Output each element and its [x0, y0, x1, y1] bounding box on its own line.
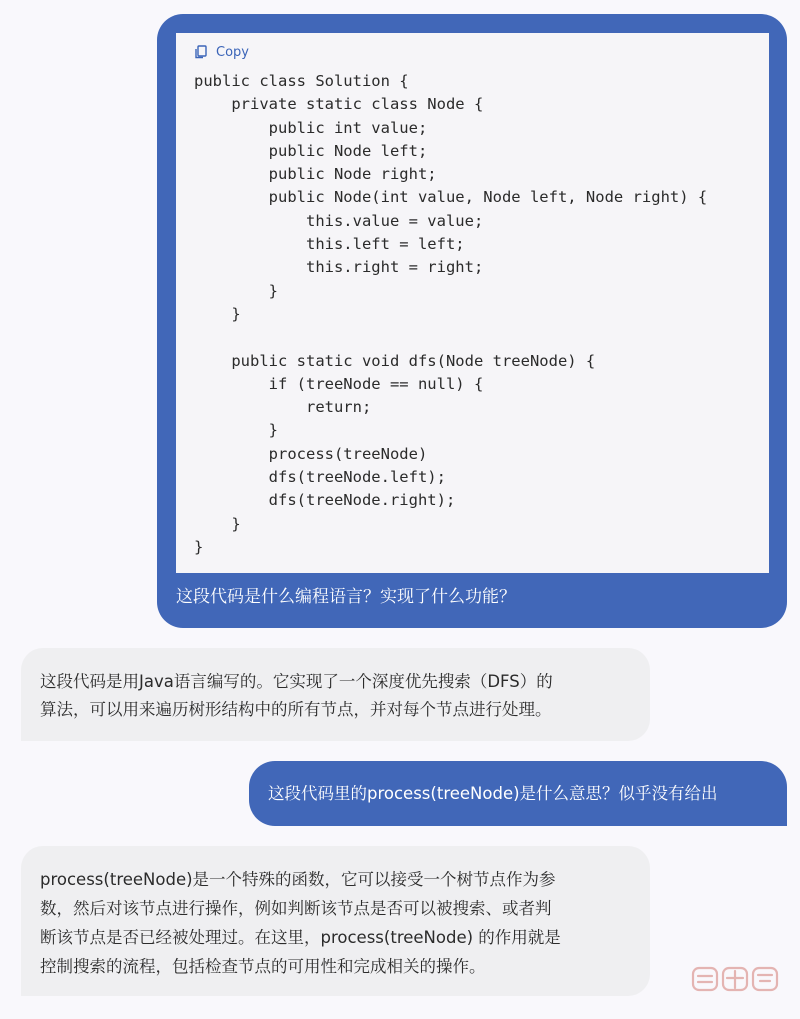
code-line: public int value;: [194, 118, 428, 137]
code-block: [194, 70, 707, 559]
code-line: this.right = right;: [194, 258, 484, 277]
assistant-message-text: [40, 668, 631, 724]
user-question-text: 这段代码是什么编程语言？实现了什么功能？: [176, 587, 516, 607]
user-message-code: [157, 14, 787, 628]
copy-label: Copy: [216, 44, 249, 60]
code-line: dfs(treeNode.right);: [194, 491, 456, 510]
code-line: public Node left;: [194, 141, 428, 160]
assistant-message-text: [40, 865, 631, 981]
code-line: }: [194, 514, 241, 533]
code-line: }: [194, 304, 241, 323]
code-line: this.left = left;: [194, 235, 465, 254]
assistant-message: [21, 846, 650, 996]
code-line: public Node right;: [194, 165, 437, 184]
user-message: [249, 761, 787, 826]
assistant-message-line: 控制搜索的流程，包括检查节点的可用性和完成相关的操作。: [40, 957, 486, 976]
code-line: }: [194, 537, 204, 556]
assistant-message-line: 这段代码是用Java语言编写的。它实现了一个深度优先搜索（DFS）的: [40, 672, 553, 691]
copy-button[interactable]: [194, 43, 249, 61]
assistant-message-line: 断该节点是否已经被处理过。在这里，process(treeNode) 的作用就是: [40, 928, 561, 947]
copy-icon: [194, 45, 208, 59]
assistant-message-line: process(treeNode)是一个特殊的函数，它可以接受一个树节点作为参: [40, 870, 556, 889]
code-line: public static void dfs(Node treeNode) {: [194, 351, 596, 370]
code-line: dfs(treeNode.left);: [194, 468, 446, 487]
code-line: private static class Node {: [194, 95, 484, 114]
user-question-text: 这段代码里的process(treeNode)是什么意思？似乎没有给出: [268, 784, 718, 803]
assistant-message: [21, 648, 650, 741]
code-line: return;: [194, 398, 372, 417]
code-line: }: [194, 421, 278, 440]
code-line: this.value = value;: [194, 211, 484, 230]
assistant-message-line: 算法，可以用来遍历树形结构中的所有节点，并对每个节点进行处理。: [40, 700, 552, 719]
assistant-message-line: 数，然后对该节点进行操作，例如判断该节点是否可以被搜索、或者判: [40, 899, 552, 918]
code-line: if (treeNode == null) {: [194, 374, 484, 393]
code-line: process(treeNode): [194, 444, 428, 463]
code-line: }: [194, 281, 278, 300]
watermark-logo: [690, 962, 782, 996]
code-line: public class Solution {: [194, 72, 409, 90]
code-line: public Node(int value, Node left, Node right) {: [194, 188, 708, 207]
